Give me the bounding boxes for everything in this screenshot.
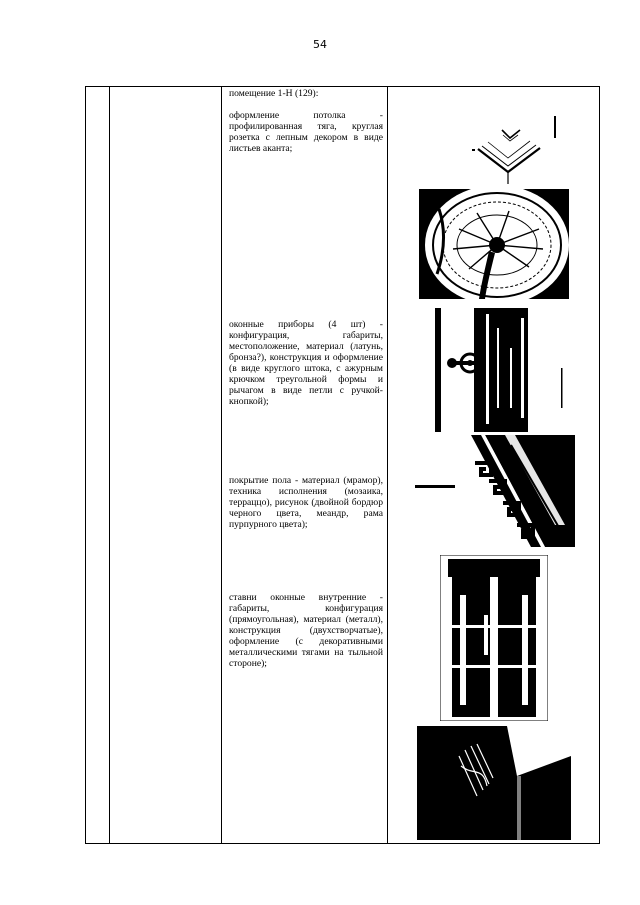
shutters-description: ставни оконные внутренние - габариты, конфигурация (прямоугольная), материал (металл), конструкция (двухстворчатые), оформление (с декоративными металлическими тягами на тыльной стороне); <box>229 592 383 669</box>
column-divider-2 <box>221 86 222 844</box>
inventory-table <box>85 86 600 844</box>
acanthus-rosette-photo <box>419 189 569 299</box>
window-shutters-photo <box>440 555 548 721</box>
ceiling-cornice-photo <box>458 104 568 186</box>
table-right-border <box>599 86 600 844</box>
meander-floor-photo <box>415 435 575 547</box>
window-hardware-description: оконные приборы (4 шт) - конфигурация, габариты, местоположение, материал (латунь, бронза?), конструкция и оформление (в виде круглого штока, с ажурным крючком треугольной формы и рычагом в виде петли с ручкой- кнопкой); <box>229 319 383 407</box>
description-column <box>227 86 386 844</box>
page-number: 54 <box>313 38 327 51</box>
ceiling-description: оформление потолка - профилированная тяга, круглая розетка с лепным декором в виде листьев аканта; <box>229 110 383 154</box>
floor-description: покрытие пола - материал (мрамор), техника исполнения (мозаика, терраццо), рисунок (двойной бордюр черного цвета, меандр, рама пурпурного цвета); <box>229 475 383 530</box>
window-latch-photo <box>435 308 568 432</box>
photo-column <box>388 86 599 844</box>
table-left-border <box>85 86 86 844</box>
column-divider-1 <box>109 86 110 844</box>
room-heading: помещение 1-Н (129): <box>229 88 319 99</box>
shutter-detail-photo <box>417 726 571 840</box>
